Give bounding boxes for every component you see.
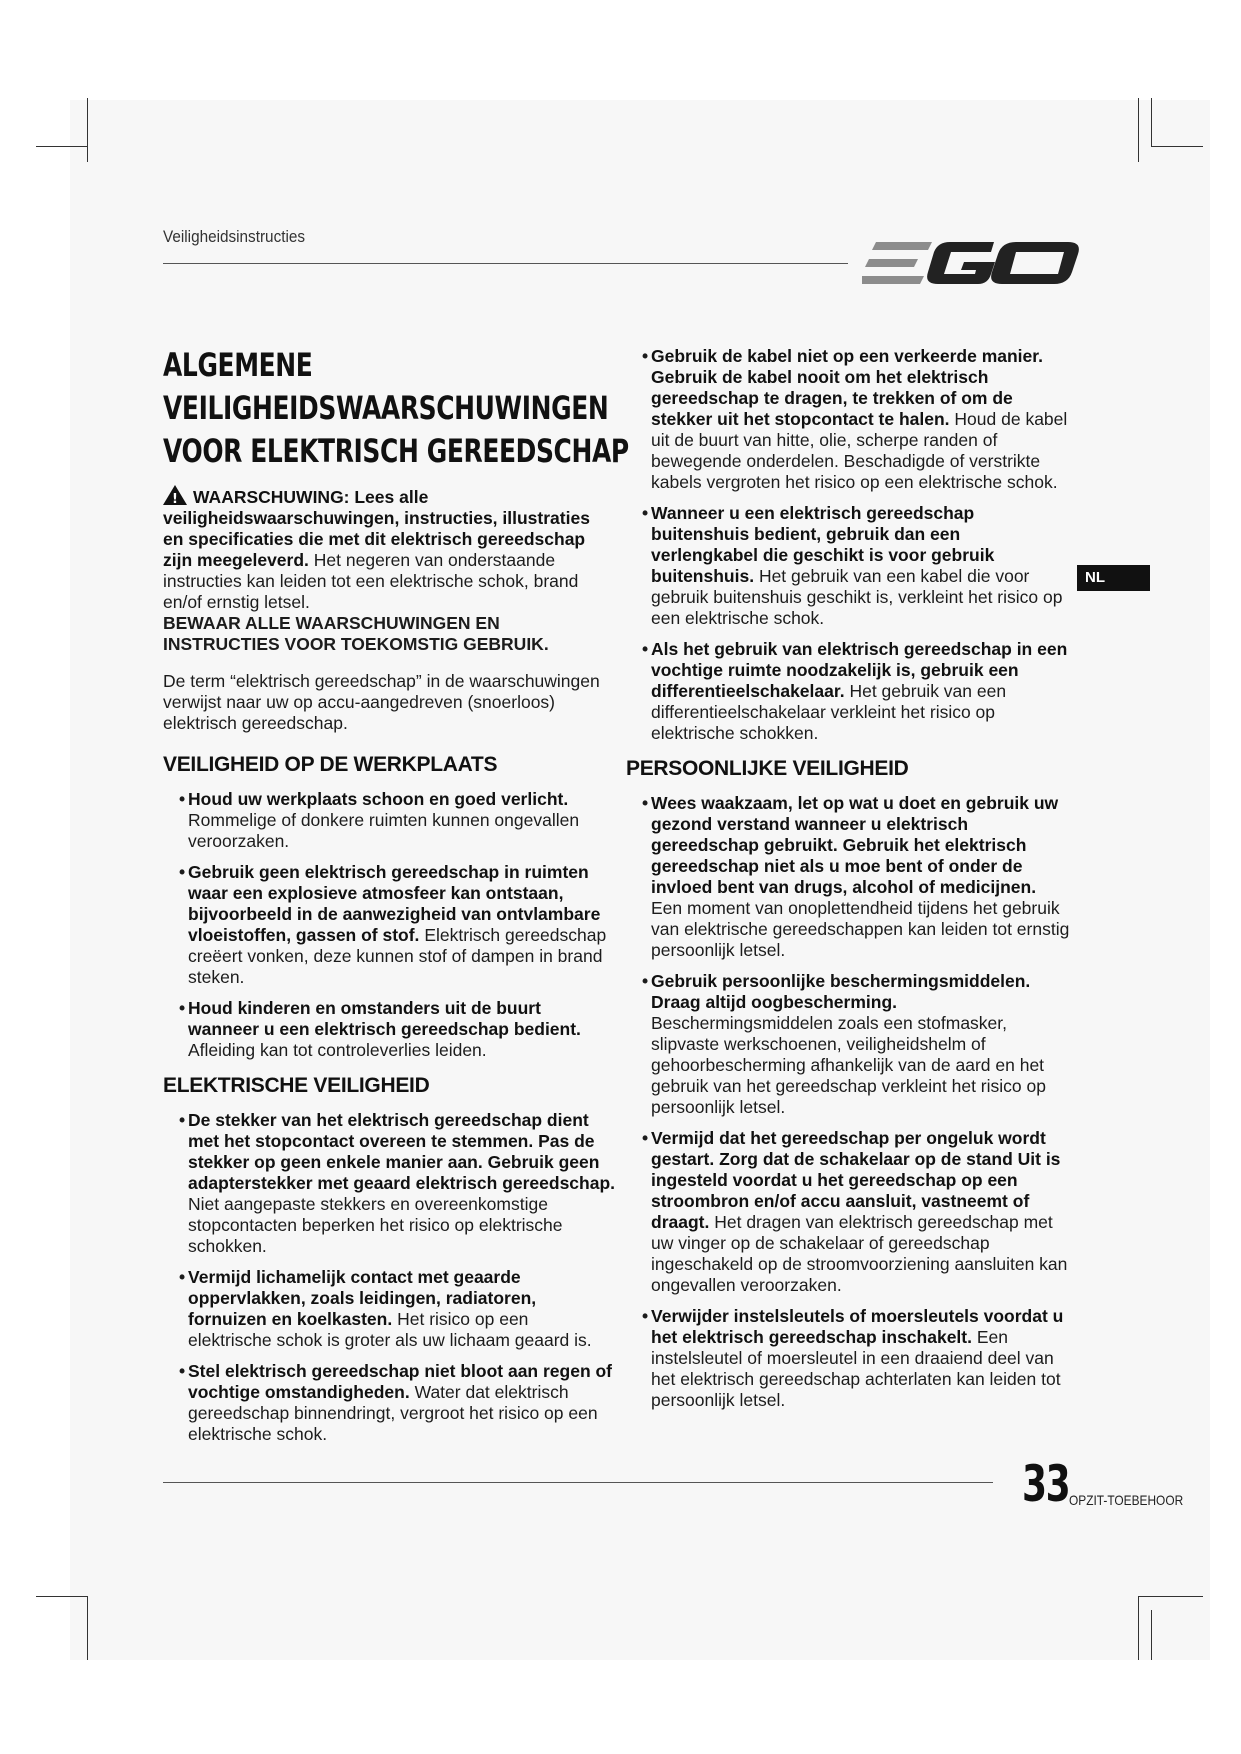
item-bold: Verwijder instelsleutels of moersleutels voordat u het elektrisch gereedschap inschakelt.	[651, 1306, 1064, 1347]
item-text: Niet aangepaste stekkers en overeenkomstige stopcontacten beperken het risico op elektrische schokken.	[188, 1194, 563, 1256]
warning-triangle-icon	[163, 485, 187, 505]
bullet-icon: •	[642, 346, 649, 366]
item-bold: Vermijd dat het gereedschap per ongeluk wordt gestart. Zorg dat de schakelaar op de stand Uit is ingesteld voordat u het gereedschap op een stroombron en/of accu aansluit, vastneemt of draagt.	[651, 1128, 1061, 1232]
bullet-icon: •	[179, 1361, 186, 1381]
section-heading-workplace: VEILIGHEID OP DE WERKPLAATS	[163, 753, 498, 776]
crop-mark	[87, 1596, 88, 1660]
list-item	[163, 789, 615, 852]
item-text: Het risico op een elektrische schok is groter als uw lichaam geaard is.	[188, 1309, 592, 1350]
section-heading-electrical: ELEKTRISCHE VEILIGHEID	[163, 1074, 430, 1097]
save-instructions: BEWAAR ALLE WAARSCHUWINGEN EN INSTRUCTIES VOOR TOEKOMSTIG GEBRUIK.	[163, 613, 549, 654]
item-bold: Als het gebruik van elektrisch gereedschap in een vochtige ruimte noodzakelijk is, gebruik een differentieelschakelaar.	[651, 639, 1068, 701]
crop-mark	[1151, 146, 1203, 147]
item-bold: De stekker van het elektrisch gereedschap dient met het stopcontact overeen te stemmen. Pas de stekker op geen enkele manier aan. Gebruik geen adapterstekker met geaard elektrisch gereedschap.	[188, 1110, 616, 1193]
bullet-icon: •	[179, 789, 186, 809]
item-bold: Gebruik geen elektrisch gereedschap in ruimten waar een explosieve atmosfeer kan ontstaan, bijvoorbeeld in de aanwezigheid van ontvlambare vloeistoffen, gassen of stof.	[188, 862, 601, 945]
footer-rule	[163, 1482, 993, 1483]
list-item	[163, 998, 615, 1061]
crop-mark	[1151, 98, 1152, 146]
list-item	[163, 1267, 615, 1351]
bullet-icon: •	[642, 503, 649, 523]
header-rule	[163, 263, 848, 264]
left-column	[163, 344, 629, 1455]
list-item	[626, 1306, 1071, 1411]
title-line: VEILIGHEIDSWAARSCHUWINGEN	[163, 389, 609, 427]
list-item	[626, 1128, 1071, 1296]
language-tab: NL	[1077, 565, 1150, 591]
bullet-icon: •	[179, 1267, 186, 1287]
list-item	[626, 793, 1071, 961]
item-text: Water dat elektrisch gereedschap binnendringt, vergroot het risico op een elektrische schok.	[188, 1382, 598, 1444]
bullet-icon: •	[642, 971, 649, 991]
section-heading-personal: PERSOONLIJKE VEILIGHEID	[626, 757, 909, 780]
crop-mark	[1138, 1596, 1203, 1597]
list-item	[163, 862, 615, 988]
bullet-icon: •	[179, 998, 186, 1018]
footer-code: OPZIT-TOEBEHOOR	[1069, 1492, 1184, 1508]
crop-mark	[1138, 1596, 1139, 1660]
item-bold: Wanneer u een elektrisch gereedschap buitenshuis bedient, gebruik dan een verlengkabel die geschikt is voor gebruik buitenshuis.	[651, 503, 995, 586]
bullet-icon: •	[179, 1110, 186, 1130]
item-bold: Gebruik persoonlijke beschermingsmiddelen. Draag altijd oogbescherming.	[651, 971, 1031, 1012]
crop-mark	[1138, 98, 1139, 162]
item-text: Het gebruik van een differentieelschakelaar verkleint het risico op elektrische schokken.	[651, 681, 1007, 743]
item-text: Het dragen van elektrisch gereedschap met uw vinger op de schakelaar of gereedschap ingeschakeld op de stroomvoorziening aansluiten kan ongevallen veroorzaken.	[651, 1212, 1068, 1295]
item-bold: Vermijd lichamelijk contact met geaarde oppervlakken, zoals leidingen, radiatoren, fornuizen en koelkasten.	[188, 1267, 537, 1329]
list-item	[626, 503, 1071, 629]
item-text: Rommelige of donkere ruimten kunnen ongevallen veroorzaken.	[188, 810, 580, 851]
item-text: Elektrisch gereedschap creëert vonken, deze kunnen stof of dampen in brand steken.	[188, 925, 607, 987]
warning-text: Het negeren van onderstaande instructies kan leiden tot een elektrische schok, brand en/of ernstig letsel.	[163, 550, 579, 612]
item-bold: Wees waakzaam, let op wat u doet en gebruik uw gezond verstand wanneer u elektrisch gereedschap gebruikt. Gebruik het elektrisch gereedschap niet als u moe bent of onder de invloed bent van drugs, alcohol of medicijnen.	[651, 793, 1059, 897]
item-bold: Houd uw werkplaats schoon en goed verlicht.	[188, 789, 569, 809]
crop-mark	[1151, 1610, 1152, 1660]
item-bold: Gebruik de kabel niet op een verkeerde manier. Gebruik de kabel nooit om het elektrisch gereedschap te dragen, te trekken of om de stekker uit het stopcontact te halen.	[651, 346, 1043, 429]
bullet-icon: •	[642, 639, 649, 659]
warning-paragraph	[163, 485, 615, 613]
header-label: Veiligheidsinstructies	[163, 227, 306, 246]
item-text: Afleiding kan tot controleverlies leiden.	[188, 1040, 487, 1060]
item-bold: Houd kinderen en omstanders uit de buurt wanneer u een elektrisch gereedschap bedient.	[188, 998, 581, 1039]
list-item	[626, 971, 1071, 1118]
item-text: Houd de kabel uit de buurt van hitte, olie, scherpe randen of bewegende onderdelen. Beschadigde of verstrikte kabels vergroten het risico op een elektrische schok.	[651, 409, 1068, 492]
crop-mark	[36, 146, 88, 147]
warning-bold: WAARSCHUWING: Lees alle veiligheidswaarschuwingen, instructies, illustraties en specificaties die met dit elektrisch gereedschap zijn meegeleverd.	[163, 487, 590, 570]
bullet-icon: •	[642, 793, 649, 813]
page-title	[163, 344, 629, 473]
item-bold: Stel elektrisch gereedschap niet bloot aan regen of vochtige omstandigheden.	[188, 1361, 613, 1402]
item-text: Beschermingsmiddelen zoals een stofmasker, slipvaste werkschoenen, veiligheidshelm of gehoorbescherming afhankelijk van de aard en het gebruik van het gereedschap verkleint het risico op persoonlijk letsel.	[651, 1013, 1046, 1117]
bullet-icon: •	[642, 1306, 649, 1326]
title-line: VOOR ELEKTRISCH GEREEDSCHAP	[163, 432, 629, 470]
title-line: ALGEMENE	[163, 346, 313, 384]
crop-mark	[87, 98, 88, 162]
item-text: Het gebruik van een kabel die voor gebruik buitenshuis geschikt is, verkleint het risico op een elektrische schok.	[651, 566, 1063, 628]
item-text: Een instelsleutel of moersleutel in een draaiend deel van het elektrisch gereedschap achterlaten kan leiden tot persoonlijk letsel.	[651, 1327, 1061, 1410]
crop-mark	[36, 1596, 88, 1597]
item-text: Een moment van onoplettendheid tijdens het gebruik van elektrische gereedschappen kan leiden tot ernstig persoonlijk letsel.	[651, 898, 1070, 960]
bullet-icon: •	[179, 862, 186, 882]
term-text: De term “elektrisch gereedschap” in de waarschuwingen verwijst naar uw op accu-aangedreven (snoerloos) elektrisch gereedschap.	[163, 671, 600, 733]
list-item	[163, 1110, 615, 1257]
right-column	[626, 346, 1071, 1421]
ego-logo	[862, 238, 1082, 288]
list-item	[626, 639, 1071, 744]
list-item	[163, 1361, 615, 1445]
list-item	[626, 346, 1071, 493]
bullet-icon: •	[642, 1128, 649, 1148]
page-number: 33	[1022, 1455, 1070, 1513]
